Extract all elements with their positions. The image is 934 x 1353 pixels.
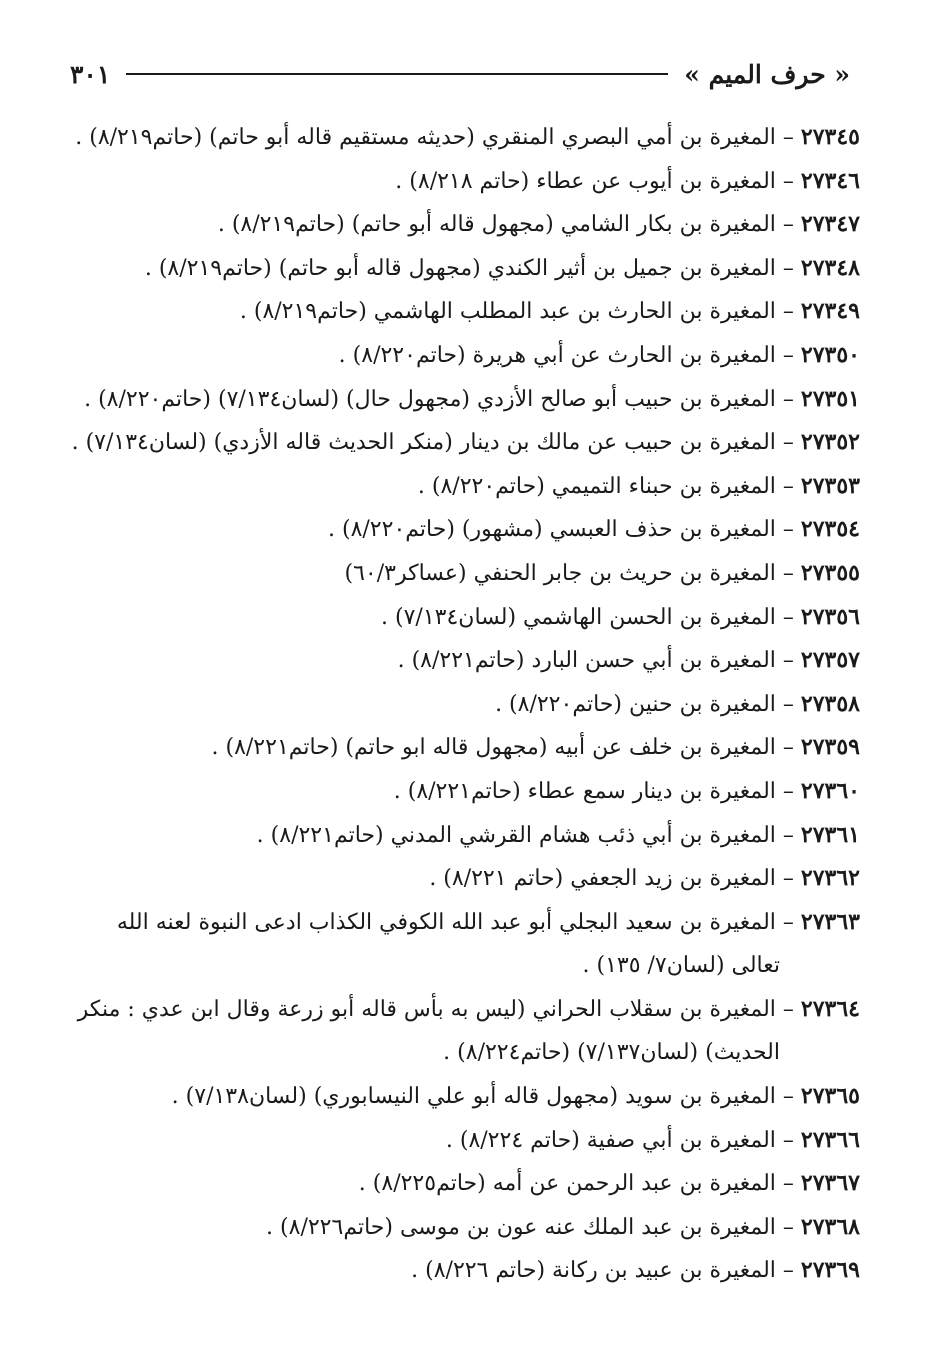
entry-separator: – bbox=[775, 909, 801, 935]
entry-separator: – bbox=[775, 778, 801, 804]
list-item bbox=[70, 857, 860, 901]
list-item bbox=[70, 770, 860, 814]
entry-number: ٢٧٣٥٨ bbox=[800, 690, 860, 717]
list-item bbox=[70, 290, 860, 334]
entry-number: ٢٧٣٤٨ bbox=[800, 254, 860, 281]
entry-text: المغيرة بن حنين (حاتم٨/٢٢٠) . bbox=[495, 691, 776, 717]
entry-text: المغيرة بن سويد (مجهول قاله أبو علي النيسابوري) (لسان٧/١٣٨) . bbox=[171, 1084, 776, 1110]
list-item bbox=[70, 1162, 860, 1206]
page-header bbox=[70, 52, 850, 96]
entry-text: المغيرة بن الحارث بن عبد المطلب الهاشمي (حاتم٨/٢١٩) . bbox=[239, 299, 776, 325]
list-item bbox=[70, 814, 860, 858]
list-item bbox=[70, 508, 860, 552]
list-item bbox=[70, 1249, 860, 1293]
list-item bbox=[70, 683, 860, 727]
entry-separator: – bbox=[775, 1214, 801, 1240]
entry-text: المغيرة بن حبيب عن مالك بن دينار (منكر الحديث قاله الأزدي) (لسان٧/١٣٤) . bbox=[71, 430, 776, 456]
entry-separator: – bbox=[775, 1127, 801, 1153]
entry-separator: – bbox=[775, 560, 801, 586]
entry-number: ٢٧٣٦٥ bbox=[800, 1083, 860, 1110]
entry-number: ٢٧٣٦٦ bbox=[800, 1126, 860, 1153]
entry-text: المغيرة بن حذف العبسي (مشهور) (حاتم٨/٢٢٠) . bbox=[328, 517, 776, 543]
list-item bbox=[70, 421, 860, 465]
entry-separator: – bbox=[775, 1171, 801, 1197]
entry-text: المغيرة بن خلف عن أبيه (مجهول قاله ابو حاتم) (حاتم٨/٢٢١) . bbox=[211, 735, 776, 761]
entry-text: المغيرة بن الحسن الهاشمي (لسان٧/١٣٤) . bbox=[381, 604, 776, 630]
entry-number: ٢٧٣٥٥ bbox=[800, 559, 860, 586]
entry-text: المغيرة بن زيد الجعفي (حاتم ٨/٢٢١) . bbox=[429, 866, 776, 892]
entry-separator: – bbox=[775, 691, 801, 717]
entry-number: ٢٧٣٥٣ bbox=[800, 472, 860, 499]
entry-number: ٢٧٣٦٤ bbox=[800, 995, 860, 1022]
list-item bbox=[70, 726, 860, 770]
entry-separator: – bbox=[775, 125, 801, 150]
entry-separator: – bbox=[775, 386, 801, 412]
entry-number: ٢٧٣٤٥ bbox=[800, 124, 860, 150]
entry-text: المغيرة بن دينار سمع عطاء (حاتم٨/٢٢١) . bbox=[393, 778, 776, 804]
entry-number: ٢٧٣٥٩ bbox=[800, 734, 860, 761]
list-item bbox=[70, 378, 860, 422]
list-item bbox=[70, 988, 860, 1075]
list-item bbox=[70, 552, 860, 596]
entry-text: المغيرة بن أمي البصري المنقري (حديثه مستقيم قاله أبو حاتم) (حاتم٨/٢١٩) . bbox=[75, 125, 776, 150]
list-item bbox=[70, 116, 860, 160]
list-item bbox=[70, 639, 860, 683]
list-item bbox=[70, 465, 860, 509]
entry-separator: – bbox=[775, 822, 801, 848]
entry-separator: – bbox=[775, 255, 801, 281]
entry-number: ٢٧٣٥٠ bbox=[800, 341, 860, 368]
list-item bbox=[70, 596, 860, 640]
header-rule bbox=[126, 73, 668, 75]
entry-text: المغيرة بن أبي ذئب هشام القرشي المدني (حاتم٨/٢٢١) . bbox=[256, 822, 776, 848]
list-item bbox=[70, 901, 860, 988]
entry-separator: – bbox=[775, 212, 801, 238]
entry-text: المغيرة بن الحارث عن أبي هريرة (حاتم٨/٢٢٠) . bbox=[338, 342, 776, 368]
entry-separator: – bbox=[775, 1084, 801, 1110]
entry-text: المغيرة بن حريث بن جابر الحنفي (عساكر٦٠/٣) bbox=[344, 560, 776, 586]
list-item bbox=[70, 1075, 860, 1119]
entry-number: ٢٧٣٥٦ bbox=[800, 603, 860, 630]
entry-separator: – bbox=[775, 604, 801, 630]
entry-separator: – bbox=[775, 735, 801, 761]
list-item bbox=[70, 1206, 860, 1250]
list-item bbox=[70, 203, 860, 247]
entry-text: المغيرة بن سعيد البجلي أبو عبد الله الكوفي الكذاب ادعى النبوة لعنه الله تعالى (لسان٧/ ١٣٥) . bbox=[116, 909, 780, 979]
entry-number: ٢٧٣٥٢ bbox=[800, 429, 860, 456]
list-item bbox=[70, 247, 860, 291]
entry-text: المغيرة بن سقلاب الحراني (ليس به بأس قاله أبو زرعة وقال ابن عدي : منكر الحديث) (لسان٧/١٣٧) (حاتم٨/٢٢٤) . bbox=[77, 996, 780, 1066]
entry-number: ٢٧٣٦١ bbox=[800, 821, 860, 848]
entry-separator: – bbox=[775, 342, 801, 368]
entry-number: ٢٧٣٦٩ bbox=[800, 1257, 860, 1284]
entry-separator: – bbox=[775, 1258, 801, 1284]
entry-number: ٢٧٣٥١ bbox=[800, 385, 860, 412]
entry-text: المغيرة بن أيوب عن عطاء (حاتم ٨/٢١٨) . bbox=[395, 168, 776, 194]
entry-separator: – bbox=[775, 866, 801, 892]
list-item bbox=[70, 334, 860, 378]
page-number: ٣٠١ bbox=[70, 59, 111, 89]
list-item bbox=[70, 160, 860, 204]
entry-number: ٢٧٣٥٤ bbox=[800, 516, 860, 543]
entry-separator: – bbox=[775, 168, 801, 194]
entry-text: المغيرة بن عبد الرحمن عن أمه (حاتم٨/٢٢٥) . bbox=[358, 1171, 776, 1197]
entry-number: ٢٧٣٦٨ bbox=[800, 1213, 860, 1240]
list-item bbox=[70, 1119, 860, 1163]
entry-separator: – bbox=[775, 996, 801, 1022]
entry-list bbox=[70, 116, 860, 1293]
entry-separator: – bbox=[775, 648, 801, 674]
entry-separator: – bbox=[775, 299, 801, 325]
entry-text: المغيرة بن حبناء التميمي (حاتم٨/٢٢٠) . bbox=[417, 473, 776, 499]
entry-number: ٢٧٣٦٢ bbox=[800, 865, 860, 892]
entry-number: ٢٧٣٦٧ bbox=[800, 1170, 860, 1197]
entry-text: المغيرة بن عبيد بن ركانة (حاتم ٨/٢٢٦) . bbox=[411, 1258, 776, 1284]
entry-separator: – bbox=[775, 517, 801, 543]
entry-text: المغيرة بن أبي حسن البارد (حاتم٨/٢٢١) . bbox=[397, 648, 776, 674]
entry-number: ٢٧٣٦٣ bbox=[800, 908, 860, 935]
entry-text: المغيرة بن بكار الشامي (مجهول قاله أبو حاتم) (حاتم٨/٢١٩) . bbox=[217, 212, 776, 238]
entry-text: المغيرة بن عبد الملك عنه عون بن موسى (حاتم٨/٢٢٦) . bbox=[266, 1214, 776, 1240]
entry-number: ٢٧٣٦٠ bbox=[800, 777, 860, 804]
entry-separator: – bbox=[775, 430, 801, 456]
entry-text: المغيرة بن حبيب أبو صالح الأزدي (مجهول حال) (لسان٧/١٣٤) (حاتم٨/٢٢٠) . bbox=[84, 386, 776, 412]
entry-separator: – bbox=[775, 473, 801, 499]
entry-number: ٢٧٣٤٩ bbox=[800, 298, 860, 325]
chapter-title: « حرف الميم » bbox=[684, 59, 850, 89]
entry-text: المغيرة بن جميل بن أثير الكندي (مجهول قاله أبو حاتم) (حاتم٨/٢١٩) . bbox=[144, 255, 776, 281]
entry-number: ٢٧٣٤٦ bbox=[800, 167, 860, 194]
entry-number: ٢٧٣٤٧ bbox=[800, 211, 860, 238]
entry-text: المغيرة بن أبي صفية (حاتم ٨/٢٢٤) . bbox=[445, 1127, 776, 1153]
entry-number: ٢٧٣٥٧ bbox=[800, 647, 860, 674]
